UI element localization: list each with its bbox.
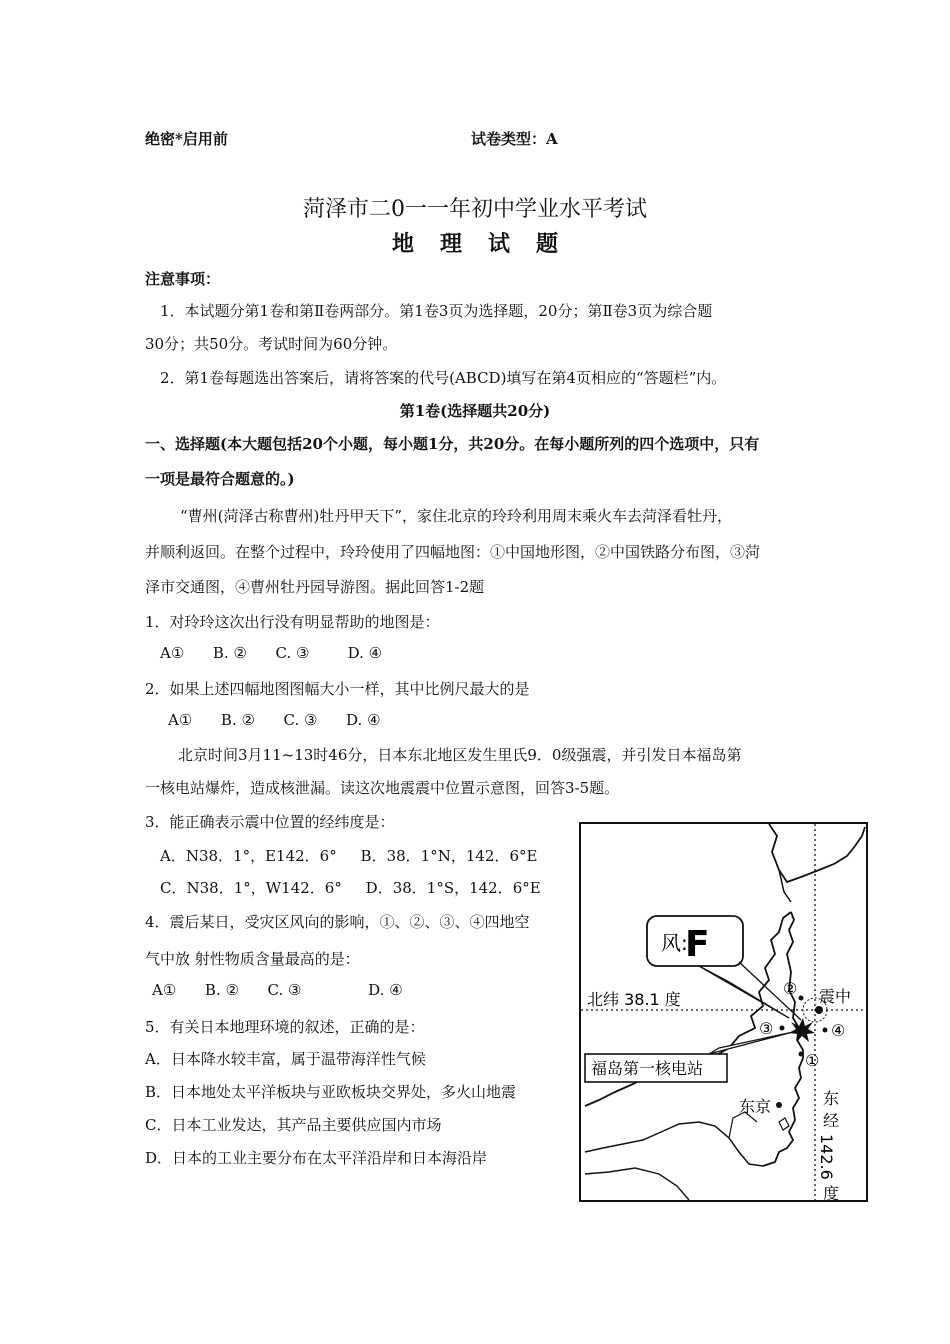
question-5-option-d: D．日本的工业主要分布在太平洋沿岸和日本海沿岸: [145, 1149, 488, 1167]
point-4-dot: [823, 1028, 828, 1033]
question-3-options-line-1: A．N38．1°，E142．6° B．38．1°N，142．6°E: [160, 847, 538, 865]
note-1-line-1: 1．本试题分第1卷和第Ⅱ卷两部分。第1卷3页为选择题，20分；第Ⅱ卷3页为综合题: [160, 302, 713, 320]
passage-1-line-1: “曹州(菏泽古称曹州)牡丹甲天下”，家住北京的玲玲利用周末乘火车去菏泽看牡丹，: [180, 507, 733, 525]
tokyo-dot: [776, 1102, 782, 1108]
section-title: 第1卷(选择题共20分): [399, 402, 551, 420]
plant-label: 福岛第一核电站: [591, 1059, 704, 1078]
point-3-marker: ③: [759, 1019, 774, 1038]
question-4-stem-line-1: 4．震后某日，受灾区风向的影响，①、②、③、④四地空: [145, 913, 530, 931]
question-2-stem: 2．如果上述四幅地图图幅大小一样，其中比例尺最大的是: [145, 680, 530, 698]
question-3-options-line-2: C．N38．1°，W142．6° D．38．1°S，142．6°E: [160, 879, 541, 897]
question-4-options: A① B. ② C. ③ D. ④: [152, 981, 403, 999]
earthquake-location-map: [579, 822, 868, 1202]
question-3-stem: 3．能正确表示震中位置的经纬度是：: [145, 813, 395, 831]
section-instruction-line-2: 一项是最符合题意的。): [145, 470, 295, 488]
question-1-options: A① B. ② C. ③ D. ④: [160, 644, 383, 662]
epicenter-label: 震中: [819, 987, 852, 1006]
passage-2-line-1: 北京时间3月11~13时46分，日本东北地区发生里氏9．0级强震，并引发日本福岛第: [178, 746, 742, 764]
question-2-options: A① B. ② C. ③ D. ④: [168, 711, 381, 729]
question-5-option-c: C．日本工业发达，其产品主要供应国内市场: [145, 1116, 442, 1134]
point-2-dot: [799, 996, 804, 1001]
question-4-stem-line-2: 气中放 射性物质含量最高的是：: [145, 950, 360, 968]
exam-title: 菏泽市二0一一年初中学业水平考试: [303, 197, 647, 222]
point-3-dot: [780, 1026, 785, 1031]
point-1-dot: [799, 1052, 804, 1057]
passage-2-line-2: 一核电站爆炸，造成核泄漏。读这次地震震中位置示意图，回答3-5题。: [145, 779, 620, 797]
tokyo-label: 东京: [739, 1097, 772, 1116]
point-2-marker: ②: [783, 979, 798, 998]
confidential-label: 绝密*启用前: [145, 130, 228, 148]
notes-heading: 注意事项：: [145, 270, 221, 288]
latitude-label: 北纬 38.1 度: [587, 990, 681, 1009]
wind-label: 风:: [661, 931, 688, 955]
note-2: 2．第1卷每题选出答案后，请将答案的代号(ABCD)填写在第4页相应的“答题栏”内。: [160, 369, 727, 387]
longitude-label-token: 东: [823, 1089, 840, 1108]
question-5-option-b: B．日本地处太平洋板块与亚欧板块交界处，多火山地震: [145, 1083, 517, 1101]
question-5-option-a: A．日本降水较丰富，属于温带海洋性气候: [145, 1050, 426, 1068]
question-5-stem: 5．有关日本地理环境的叙述，正确的是：: [145, 1018, 425, 1036]
longitude-label-token: 度: [823, 1184, 840, 1202]
point-1-marker: ①: [805, 1051, 820, 1070]
passage-1-line-3: 泽市交通图，④曹州牡丹园导游图。据此回答1-2题: [145, 578, 485, 596]
longitude-label-token: 142.6: [817, 1134, 836, 1180]
epicenter-dot: [815, 1006, 823, 1014]
note-1-line-2: 30分；共50分。考试时间为60分钟。: [145, 335, 398, 353]
question-1-stem: 1．对玲玲这次出行没有明显帮助的地图是：: [145, 613, 440, 631]
subject-title: 地理试题: [391, 231, 584, 257]
longitude-label-token: 经: [823, 1111, 840, 1130]
paper-type-label: 试卷类型：A: [471, 130, 558, 148]
section-instruction-line-1: 一、选择题(本大题包括20个小题，每小题1分，共20分。在每小题所列的四个选项中，只有: [145, 435, 760, 453]
wind-direction-symbol: F: [685, 924, 710, 965]
point-4-marker: ④: [831, 1021, 846, 1040]
passage-1-line-2: 并顺利返回。在整个过程中，玲玲使用了四幅地图：①中国地形图，②中国铁路分布图，③菏: [145, 543, 761, 561]
